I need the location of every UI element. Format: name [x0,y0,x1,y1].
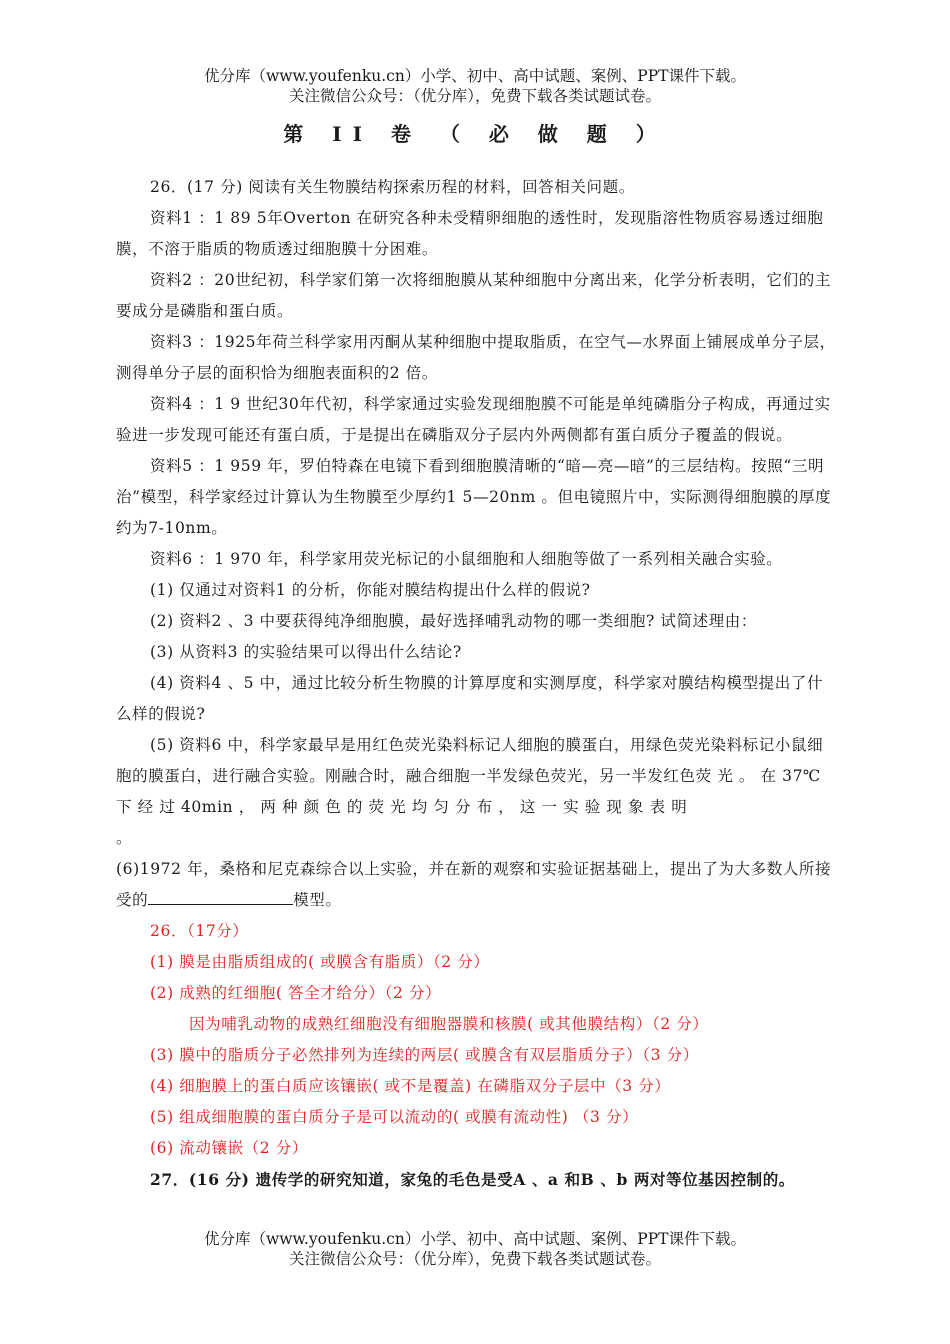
sub-question-4: (4) 资料4 、5 中，通过比较分析生物膜的计算厚度和实测厚度，科学家对膜结构模型提出了什么样的假说? [116,674,824,723]
sub-question-5-end: 。 [116,829,133,847]
sub-question-6-tail: 模型。 [293,891,342,909]
document-body [116,172,838,1195]
answer-5: (5) 组成细胞膜的蛋白质分子是可以流动的( 或膜有流动性) （3 分） [150,1108,639,1126]
sub-question-6 [116,854,838,916]
answer-4: (4) 细胞膜上的蛋白质应该镶嵌( 或不是覆盖) 在磷脂双分子层中（3 分） [150,1077,671,1095]
material-5: 资料5 ：1 959 年，罗伯特森在电镜下看到细胞膜清晰的“暗—亮—暗”的三层结构。按照“三明治”模型，科学家经过计算认为生物膜至少厚约1 5—20nm 。但电镜照片中，实际测得细胞膜的厚度约为7-10nm。 [116,457,832,537]
q27-intro: 27．(16 分) 遗传学的研究知道，家兔的毛色是受A 、a 和B 、b 两对等位基因控制的。 [150,1170,795,1189]
footer-line-2: 关注微信公众号：（优分库），免费下载各类试题试卷。 [288,1250,661,1268]
material-1: 资料1 ：1 89 5年Overton 在研究各种未受精卵细胞的透性时，发现脂溶性物质容易透过细胞膜，不溶于脂质的物质透过细胞膜十分困难。 [116,209,824,258]
answer-6: (6) 流动镶嵌（2 分） [150,1139,308,1157]
answer-2: (2) 成熟的红细胞( 答全才给分）（2 分） [150,984,442,1002]
sub-question-6-text: (6)1972 年，桑格和尼克森综合以上实验，并在新的观察和实验证据基础上，提出了为大多数人所接受的 [116,860,832,909]
header-line-1: 优分库（www.youfenku.cn）小学、初中、高中试题、案例、PPT课件下载。 [203,67,747,85]
answer-heading: 26．（17分） [150,922,249,940]
section-title: 第 II 卷 （ 必 做 题 ） [283,122,667,146]
answer-1: (1) 膜是由脂质组成的( 或膜含有脂质）（2 分） [150,953,490,971]
material-3: 资料3 ：1925年荷兰科学家用丙酮从某种细胞中提取脂质，在空气—水界面上铺展成单分子层，测得单分子层的面积恰为细胞表面积的2 倍。 [116,333,836,382]
material-2: 资料2 ：20世纪初，科学家们第一次将细胞膜从某种细胞中分离出来，化学分析表明，它们的主要成分是磷脂和蛋白质。 [116,271,831,320]
material-6: 资料6 ：1 970 年，科学家用荧光标记的小鼠细胞和人细胞等做了一系列相关融合实验。 [150,550,783,568]
answer-2-reason: 因为哺乳动物的成熟红细胞没有细胞器膜和核膜( 或其他膜结构）（2 分） [189,1015,709,1033]
header-line-2: 关注微信公众号：（优分库），免费下载各类试题试卷。 [288,87,661,105]
answer-3: (3) 膜中的脂质分子必然排列为连续的两层( 或膜含有双层脂质分子）（3 分） [150,1046,699,1064]
material-4: 资料4 ：1 9 世纪30年代初，科学家通过实验发现细胞膜不可能是单纯磷脂分子构成，再通过实验进一步发现可能还有蛋白质，于是提出在磷脂双分子层内外两侧都有蛋白质分子覆盖的假说。 [116,395,831,444]
q26-intro: 26．(17 分) 阅读有关生物膜结构探索历程的材料，回答相关问题。 [150,178,635,196]
footer-line-1: 优分库（www.youfenku.cn）小学、初中、高中试题、案例、PPT课件下载。 [203,1230,747,1248]
answer-blank [148,886,293,905]
sub-question-3: (3) 从资料3 的实验结果可以得出什么结论? [150,643,462,661]
sub-question-5: (5) 资料6 中，科学家最早是用红色荧光染料标记人细胞的膜蛋白，用绿色荧光染料标记小鼠细胞的膜蛋白，进行融合实验。刚融合时，融合细胞一半发绿色荧光，另一半发红色荧 光 。 在 37℃ 下 经 过 40min ， 两 种 颜 色 的 荧 光 均 匀 分 布 ， 这 一 实 验 现 象 表 明 [116,736,824,816]
sub-question-2: (2) 资料2 、3 中要获得纯净细胞膜，最好选择哺乳动物的哪一类细胞? 试简述理由： [150,612,757,630]
sub-question-1: (1) 仅通过对资料1 的分析，你能对膜结构提出什么样的假说? [150,581,591,599]
